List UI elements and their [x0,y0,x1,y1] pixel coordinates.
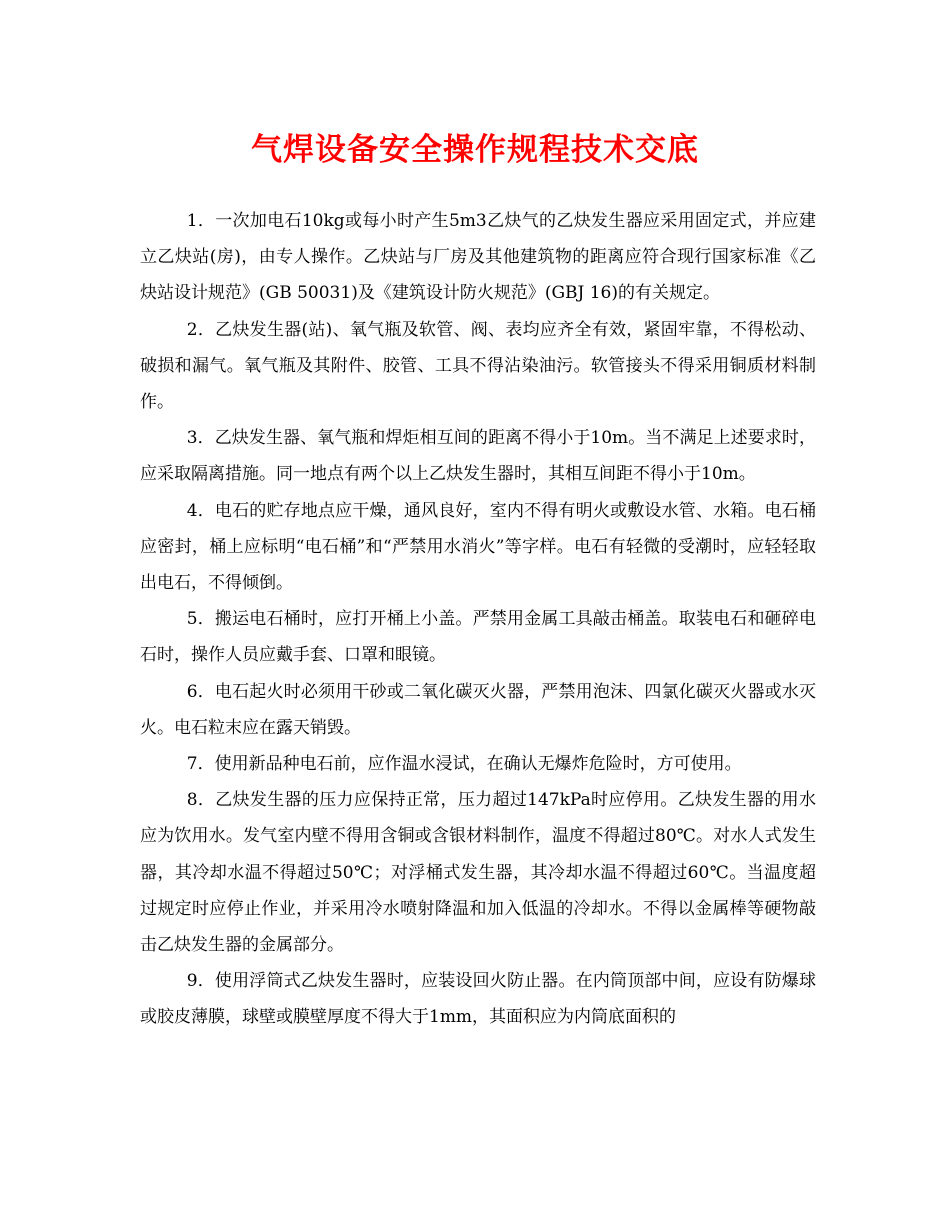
paragraph-4: 4．电石的贮存地点应干燥，通风良好，室内不得有明火或敷设水管、水箱。电石桶应密封，桶上应标明“电石桶”和“严禁用水消火”等字样。电石有轻微的受潮时，应轻轻取出电石，不得倾倒。 [140,500,816,594]
paragraph-2: 2．乙炔发生器(站)、氧气瓶及软管、阀、表均应齐全有效，紧固牢靠，不得松动、破损和漏气。氧气瓶及其附件、胶管、工具不得沾染油污。软管接头不得采用铜质材料制作。 [140,319,816,413]
document-title: 气焊设备安全操作规程技术交底 [251,132,699,168]
paragraph-1: 1．一次加电石10kg或每小时产生5m3乙炔气的乙炔发生器应采用固定式，并应建立乙炔站(房)，由专人操作。乙炔站与厂房及其他建筑物的距离应符合现行国家标准《乙炔站设计规范》(GB 50031)及《建筑设计防火规范》(GBJ 16)的有关规定。 [140,211,816,304]
paragraph-8: 8．乙炔发生器的压力应保持正常，压力超过147kPa时应停用。乙炔发生器的用水应为饮用水。发气室内壁不得用含铜或含银材料制作，温度不得超过80℃。对水人式发生器，其冷却水温不得超过50℃；对浮桶式发生器，其冷却水温不得超过60℃。当温度超过规定时应停止作业，并采用冷水喷射降温和加入低温的冷却水。不得以金属棒等硬物敲击乙炔发生器的金属部分。 [140,790,816,956]
paragraph-9: 9．使用浮筒式乙炔发生器时，应装设回火防止器。在内筒顶部中间，应设有防爆球或胶皮薄膜，球壁或膜壁厚度不得大于1mm，其面积应为内筒底面积的 [140,971,816,1028]
paragraph-3: 3．乙炔发生器、氧气瓶和焊炬相互间的距离不得小于10m。当不满足上述要求时，应采取隔离措施。同一地点有两个以上乙炔发生器时，其相互间距不得小于10m。 [140,428,816,485]
paragraph-5: 5．搬运电石桶时，应打开桶上小盖。严禁用金属工具敲击桶盖。取装电石和砸碎电石时，操作人员应戴手套、口罩和眼镜。 [140,609,816,666]
paragraph-6: 6．电石起火时必须用干砂或二氧化碳灭火器，严禁用泡沫、四氯化碳灭火器或水灭火。电石粒末应在露天销毁。 [140,681,816,738]
paragraph-7: 7．使用新品种电石前，应作温水浸试，在确认无爆炸危险时，方可使用。 [186,754,742,775]
document-body [140,203,816,1036]
